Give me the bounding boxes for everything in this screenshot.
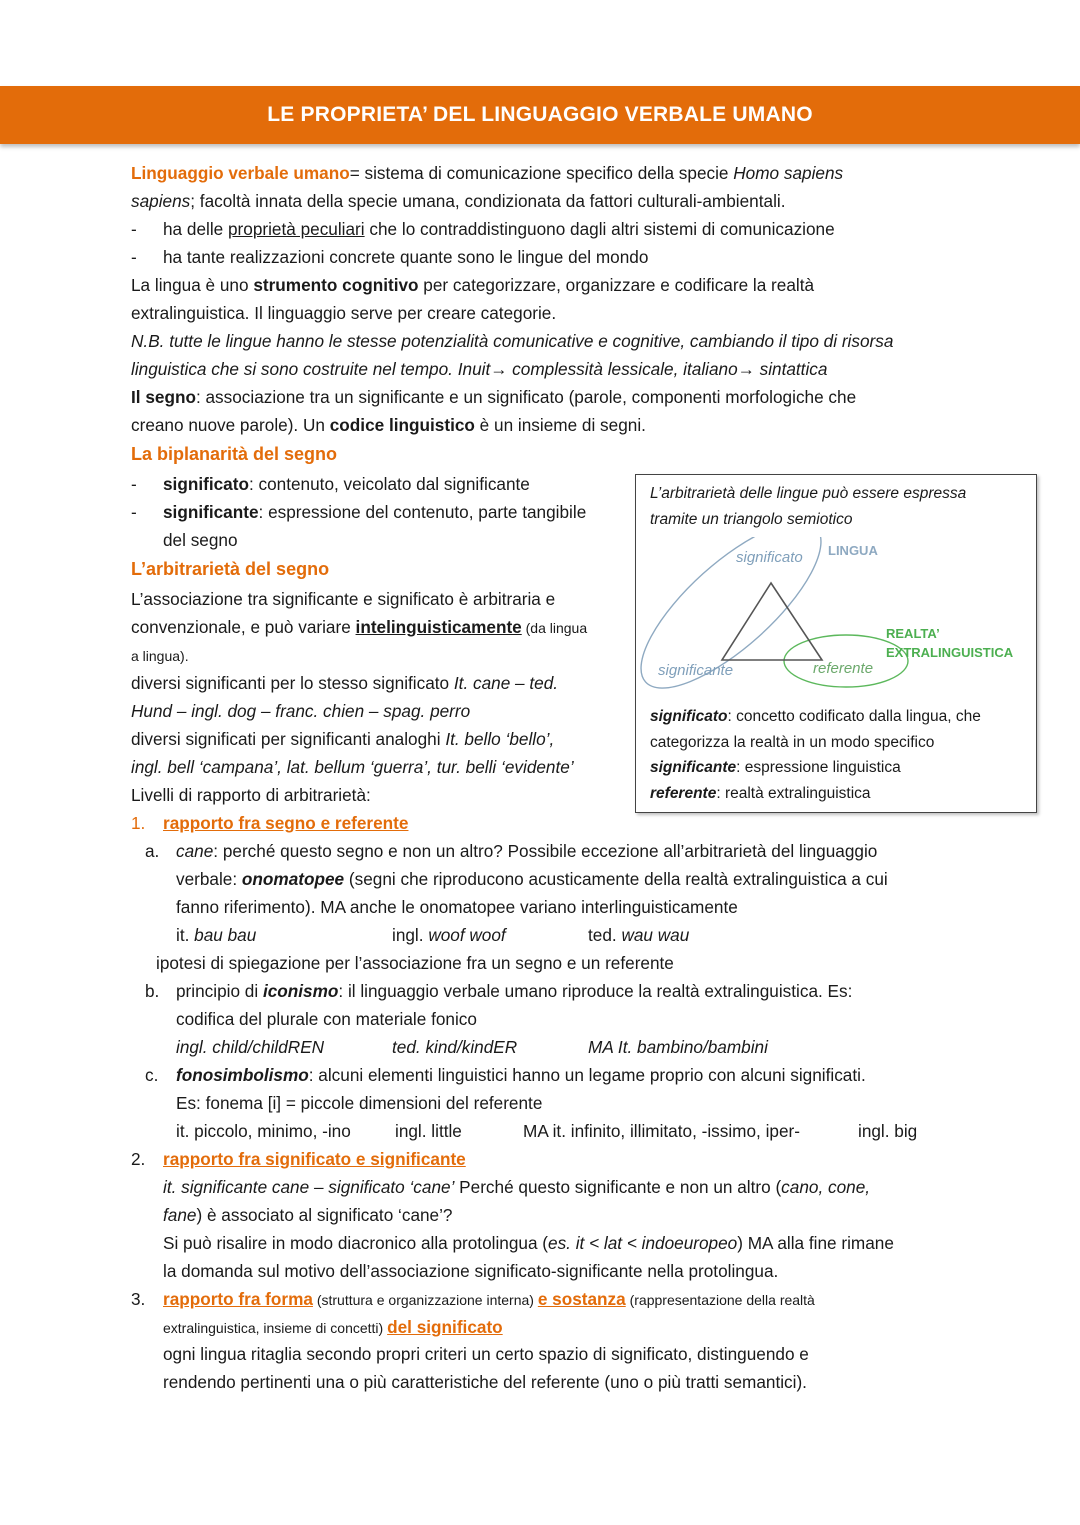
- intro-line-2: sapiens; facoltà innata della specie umana, condizionata da fattori culturali-ambientali.: [131, 191, 786, 211]
- sub-a-line-1: cane: perché questo segno e non un altro? Possibile eccezione all’arbitrarietà del linguaggio: [176, 841, 878, 861]
- arbitrarieta-line-5: Hund – ingl. dog – franc. chien – spag. perro: [131, 701, 471, 721]
- arbitrarieta-line-4: diversi significanti per lo stesso significato It. cane – ted.: [131, 673, 559, 693]
- bullet-dash: -: [131, 219, 137, 239]
- arbitrarieta-line-7: ingl. bell ‘campana’, lat. bellum ‘guerra’, tur. belli ‘evidente’: [131, 757, 574, 777]
- arbitrarieta-line-1: L’associazione tra significante e significato è arbitraria e: [131, 589, 556, 609]
- triangle-shape: [722, 583, 822, 660]
- biplanarita-bullet-2-cont: del segno: [163, 530, 238, 550]
- arrow-icon: →: [490, 359, 508, 379]
- box-def-2: significante: espressione linguistica: [650, 759, 901, 776]
- level-2-line-1: it. significante cane – significato ‘cane’ Perché questo significante e non un altro (cano, cone,: [163, 1177, 871, 1197]
- box-def-1: significato: concetto codificato dalla lingua, che: [650, 708, 981, 725]
- intro-line-1: Linguaggio verbale umano= sistema di comunicazione specifico della specie Homo sapiens: [131, 163, 844, 183]
- level-3-heading-cont: extralinguistica, insieme di concetti) del significato: [163, 1317, 503, 1337]
- label-lingua: LINGUA: [828, 543, 878, 558]
- intro-bullet-1: ha delle proprietà peculiari che lo contraddistinguono dagli altri sistemi di comunicazione: [163, 219, 835, 239]
- segno-line-2: creano nuove parole). Un codice linguistico è un insieme di segni.: [131, 415, 646, 435]
- sub-a-line-3: fanno riferimento). MA anche le onomatopee variano interlinguisticamente: [176, 897, 738, 917]
- biplanarita-bullet-2: significante: espressione del contenuto, parte tangibile: [163, 502, 587, 522]
- title-banner: [0, 86, 1080, 144]
- heading-arbitrarieta: L’arbitrarietà del segno: [131, 559, 330, 579]
- sub-b-line-2: codifica del plurale con materiale fonico: [176, 1009, 477, 1029]
- box-def-1-cont: categorizza la realtà in un modo specifico: [650, 734, 935, 751]
- intro-line-5: La lingua è uno strumento cognitivo per categorizzare, organizzare e codificare la realtà: [131, 275, 815, 295]
- level-3-number: 3.: [131, 1289, 146, 1309]
- fonosimbolismo-example-2: ingl. little: [395, 1121, 462, 1141]
- level-3-line-2: rendendo pertinenti una o più caratteristiche del referente (uno o più tratti semantici).: [163, 1372, 807, 1392]
- label-realta-2: EXTRALINGUISTICA: [886, 645, 1014, 660]
- arbitrarieta-line-3: a lingua).: [131, 648, 189, 664]
- bullet-dash: -: [131, 474, 137, 494]
- box-intro-2: tramite un triangolo semiotico: [650, 511, 853, 528]
- fonosimbolismo-example-3: MA it. infinito, illimitato, -issimo, iper-: [523, 1121, 800, 1141]
- fonosimbolismo-example-1: it. piccolo, minimo, -ino: [176, 1121, 351, 1141]
- sub-c-marker: c.: [145, 1065, 159, 1085]
- nb-line-1: N.B. tutte le lingue hanno le stesse potenzialità comunicative e cognitive, cambiando il tipo di risorsa: [131, 331, 894, 351]
- intro-bullet-2: ha tante realizzazioni concrete quante sono le lingue del mondo: [163, 247, 649, 267]
- heading-biplanarita: La biplanarità del segno: [131, 444, 338, 464]
- box-def-3: referente: realtà extralinguistica: [650, 785, 871, 802]
- bullet-dash: -: [131, 247, 137, 267]
- level-3-line-1: ogni lingua ritaglia secondo propri criteri un certo spazio di significato, distinguendo e: [163, 1344, 809, 1364]
- segno-line-1: Il segno: associazione tra un significante e un significato (parole, componenti morfologiche che: [131, 387, 857, 407]
- bullet-dash: -: [131, 502, 137, 522]
- onomatopee-example-ted: ted. wau wau: [588, 925, 690, 945]
- label-referente: referente: [813, 660, 874, 677]
- label-significante: significante: [658, 662, 734, 679]
- sub-b-marker: b.: [145, 981, 160, 1001]
- arbitrarieta-line-2: convenzionale, e può variare intelinguisticamente (da lingua: [131, 617, 588, 637]
- level-3-heading: rapporto fra forma (struttura e organizzazione interna) e sostanza (rappresentazione della realtà: [163, 1289, 815, 1309]
- sub-a-marker: a.: [145, 841, 160, 861]
- level-2-number: 2.: [131, 1149, 146, 1169]
- level-1-heading: rapporto fra segno e referente: [163, 813, 409, 833]
- sub-a-line-2: verbale: onomatopee (segni che riproducono acusticamente della realtà extralinguistica a cui: [176, 869, 888, 889]
- label-realta-1: REALTA’: [886, 626, 940, 641]
- semiotic-triangle-box: [635, 474, 1037, 813]
- arrow-icon: →: [737, 359, 755, 379]
- sub-b-line-1: principio di iconismo: il linguaggio verbale umano riproduce la realtà extralinguistica. Es:: [176, 981, 853, 1001]
- intro-line-6: extralinguistica. Il linguaggio serve per creare categorie.: [131, 303, 557, 323]
- page-title: LE PROPRIETA’ DEL LINGUAGGIO VERBALE UMANO: [267, 103, 813, 126]
- box-intro-1: L’arbitrarietà delle lingue può essere espressa: [650, 485, 967, 502]
- level-2-line-3: Si può risalire in modo diacronico alla protolingua (es. it < lat < indoeuropeo) MA alla fine rimane: [163, 1233, 894, 1253]
- level-2-line-4: la domanda sul motivo dell’associazione significato-significante nella protolingua.: [163, 1261, 779, 1281]
- nb-line-2: linguistica che si sono costruite nel tempo. Inuit→ complessità lessicale, italiano→ sintattica: [131, 359, 828, 379]
- semiotic-triangle-diagram: [636, 537, 1034, 697]
- onomatopee-example-ingl: ingl. woof woof: [392, 925, 506, 945]
- fonosimbolismo-example-4: ingl. big: [858, 1121, 918, 1141]
- sub-c-line-1: fonosimbolismo: alcuni elementi linguistici hanno un legame proprio con alcuni significati.: [176, 1065, 866, 1085]
- plural-example-ted: ted. kind/kindER: [392, 1037, 518, 1057]
- arbitrarieta-line-6: diversi significati per significanti analoghi It. bello ‘bello’,: [131, 729, 555, 749]
- level-1-number: 1.: [131, 813, 146, 833]
- plural-example-it: MA It. bambino/bambini: [588, 1037, 768, 1057]
- plural-example-ingl: ingl. child/childREN: [176, 1037, 325, 1057]
- label-significato: significato: [736, 549, 803, 566]
- onomatopee-example-it: it. bau bau: [176, 925, 257, 945]
- level-2-heading: rapporto fra significato e significante: [163, 1149, 466, 1169]
- arbitrarieta-line-8: Livelli di rapporto di arbitrarietà:: [131, 785, 371, 805]
- hypothesis-line: ipotesi di spiegazione per l’associazione fra un segno e un referente: [156, 953, 674, 973]
- biplanarita-bullet-1: significato: contenuto, veicolato dal significante: [163, 474, 530, 494]
- level-2-line-2: fane) è associato al significato ‘cane’?: [163, 1205, 453, 1225]
- sub-c-line-2: Es: fonema [i] = piccole dimensioni del referente: [176, 1093, 543, 1113]
